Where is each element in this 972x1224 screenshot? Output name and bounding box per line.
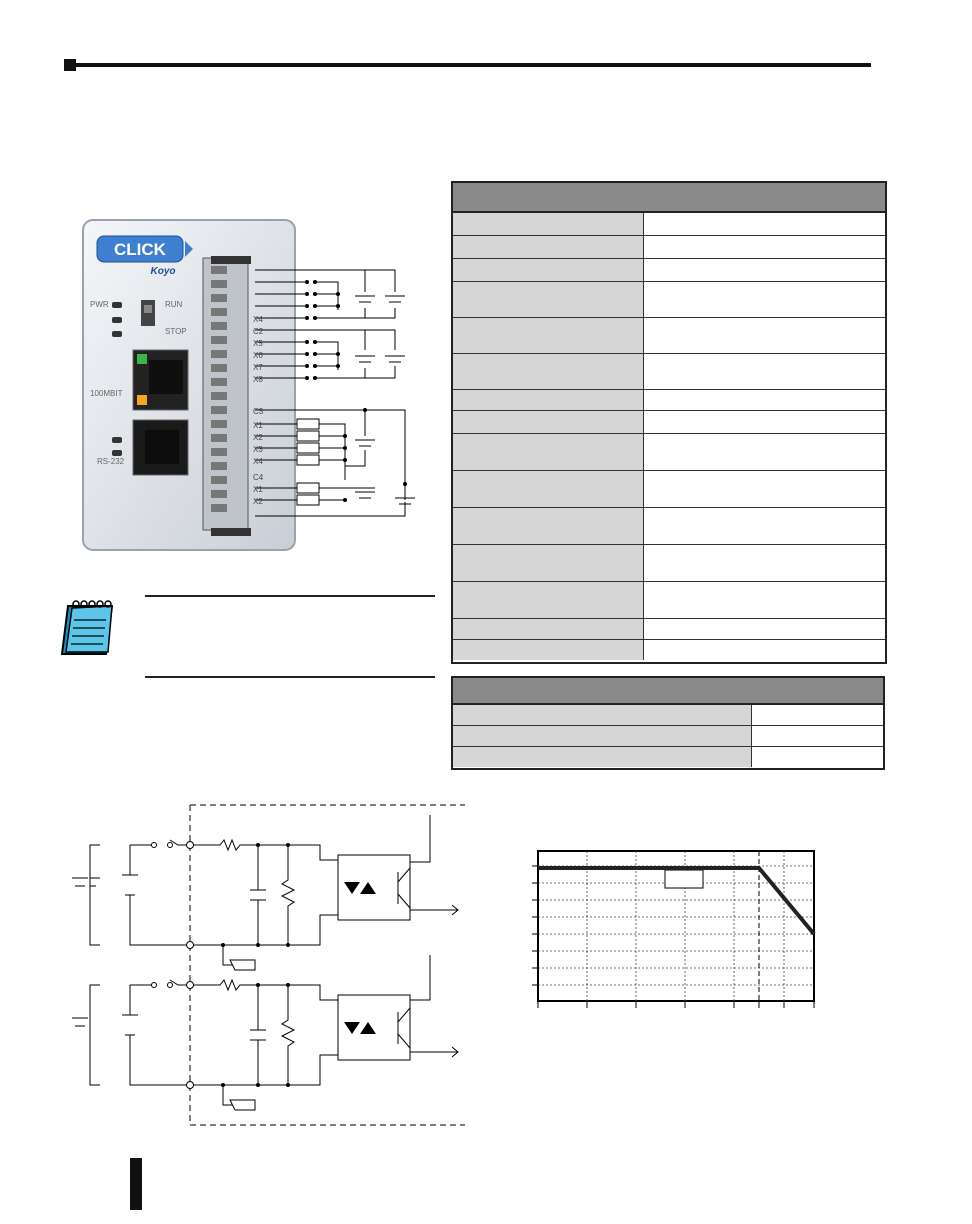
svg-text:C2: C2 — [253, 327, 264, 336]
pwr-label: PWR — [90, 300, 109, 309]
table-row — [453, 213, 885, 236]
svg-text:X4: X4 — [253, 315, 263, 324]
svg-text:X1: X1 — [253, 421, 263, 430]
svg-text:X1: X1 — [253, 485, 263, 494]
run-label: RUN — [165, 300, 183, 309]
svg-text:X7: X7 — [253, 363, 263, 372]
svg-text:X2: X2 — [253, 497, 263, 506]
table-row — [453, 640, 885, 660]
table-row — [453, 259, 885, 282]
svg-text:C4: C4 — [253, 473, 264, 482]
svg-text:X2: X2 — [253, 433, 263, 442]
table-row — [453, 411, 885, 434]
svg-text:C3: C3 — [253, 407, 264, 416]
table-row — [453, 282, 885, 318]
svg-text:X3: X3 — [253, 445, 263, 454]
stop-label: STOP — [165, 327, 187, 336]
notepad-icon — [58, 598, 120, 658]
table-row — [453, 390, 885, 411]
header-square — [64, 59, 76, 71]
page-side-bar — [130, 1158, 142, 1210]
derating-chart — [520, 848, 820, 1018]
table-row — [453, 582, 885, 619]
table-row — [453, 471, 885, 508]
table-row — [453, 354, 885, 390]
table-row — [453, 236, 885, 259]
brand-label: CLICK — [114, 240, 166, 259]
maker-label: Koyo — [150, 266, 176, 277]
table-row — [453, 318, 885, 354]
spec-table-header — [453, 678, 883, 705]
table-row — [453, 747, 883, 767]
port-label-2: RS-232 — [97, 457, 125, 466]
table-row — [453, 705, 883, 726]
spec-table-header — [453, 183, 885, 213]
table-row — [453, 434, 885, 471]
note-rule-top — [145, 595, 435, 597]
table-row — [453, 545, 885, 582]
port-label-1: 100MBIT — [90, 389, 123, 398]
svg-text:X8: X8 — [253, 375, 263, 384]
svg-text:X4: X4 — [253, 457, 263, 466]
spec-table-general — [451, 181, 887, 664]
table-row — [453, 508, 885, 545]
header-rule — [76, 63, 871, 67]
plc-wiring-diagram — [75, 210, 435, 560]
table-row — [453, 619, 885, 640]
input-circuit-schematic — [60, 800, 470, 1130]
note-rule-bottom — [145, 676, 435, 678]
table-row — [453, 726, 883, 747]
svg-text:X5: X5 — [253, 339, 263, 348]
svg-text:X6: X6 — [253, 351, 263, 360]
spec-table-terminals — [451, 676, 885, 770]
